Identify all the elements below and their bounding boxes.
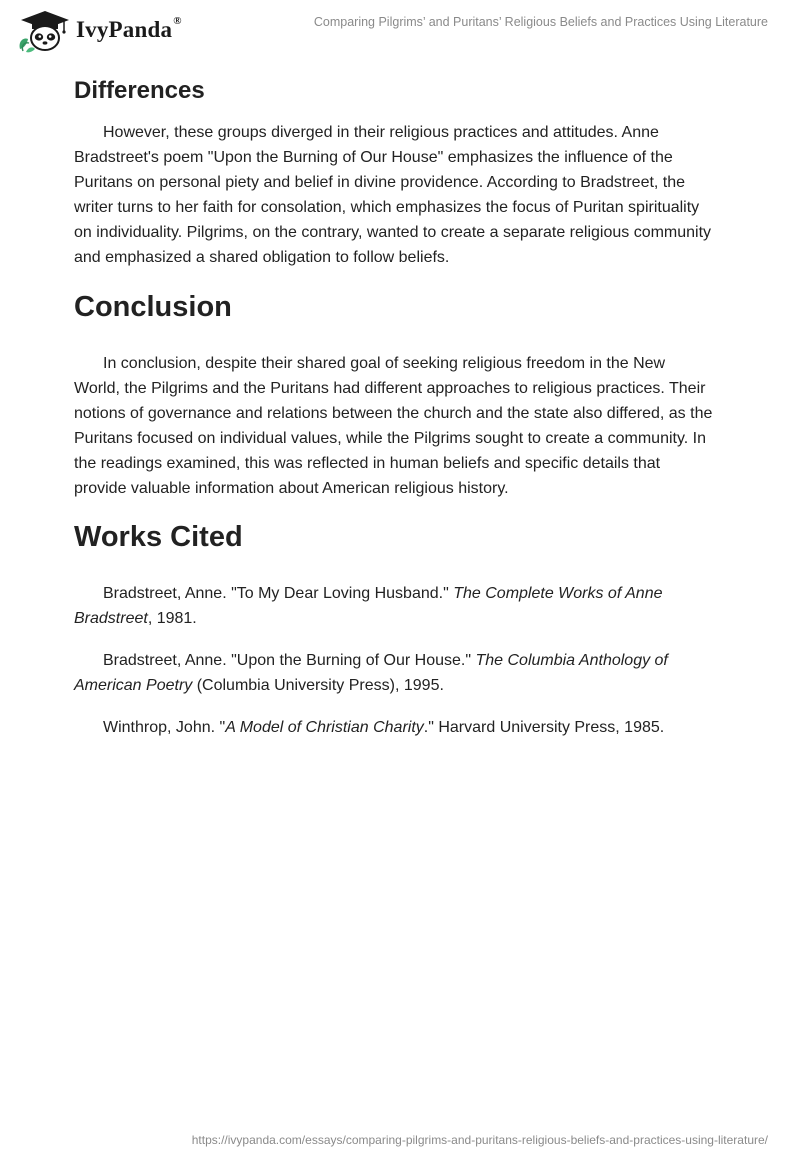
citation-item: Bradstreet, Anne. "To My Dear Loving Husband." The Complete Works of Anne Bradstreet, 1981. [74,585,663,627]
heading-works-cited: Works Cited [74,521,243,553]
essay-content [74,72,714,757]
paragraph-conclusion: In conclusion, despite their shared goal of seeking religious freedom in the New World, the Pilgrims and the Puritans had different approaches to religious practices. Their notions of governance and relations between the church and the state also differed, as the Puritans focused on individual values, while the Pilgrims sought to create a community. In the readings examined, this was reflected in human beliefs and specific details that provide valuable information about American religious history. [74,355,713,497]
citation-title: A Model of Christian Charity [225,719,424,736]
heading-conclusion: Conclusion [74,291,232,323]
citation-title: The Columbia Anthology of American Poetry [74,652,668,694]
footer-url-link[interactable]: https://ivypanda.com/essays/comparing-pilgrims-and-puritans-religious-beliefs-and-practices-using-literature/ [191,1133,768,1147]
registered-mark: ® [173,15,182,27]
heading-differences: Differences [74,77,205,104]
citation-title: The Complete Works of Anne Bradstreet [74,585,663,627]
brand-name: IvyPanda® [76,15,182,42]
citation-item: Winthrop, John. "A Model of Christian Charity." Harvard University Press, 1985. [103,719,665,736]
citation-item: Bradstreet, Anne. "Upon the Burning of Our House." The Columbia Anthology of American Poetry (Columbia University Press), 1995. [74,652,668,694]
document-title: Comparing Pilgrims’ and Puritans’ Religious Beliefs and Practices Using Literature [313,15,768,29]
panda-graduate-icon [14,9,76,53]
ivypanda-logo[interactable] [14,9,182,53]
paragraph-differences: However, these groups diverged in their religious practices and attitudes. Anne Bradstreet's poem "Upon the Burning of Our House" emphasizes the influence of the Puritans on personal piety and belief in divine providence. According to Bradstreet, the writer turns to her faith for consolation, which emphasizes the focus of Puritan spirituality on individuality. Pilgrims, on the contrary, wanted to create a separate religious community and emphasized a shared obligation to follow beliefs. [74,124,712,266]
